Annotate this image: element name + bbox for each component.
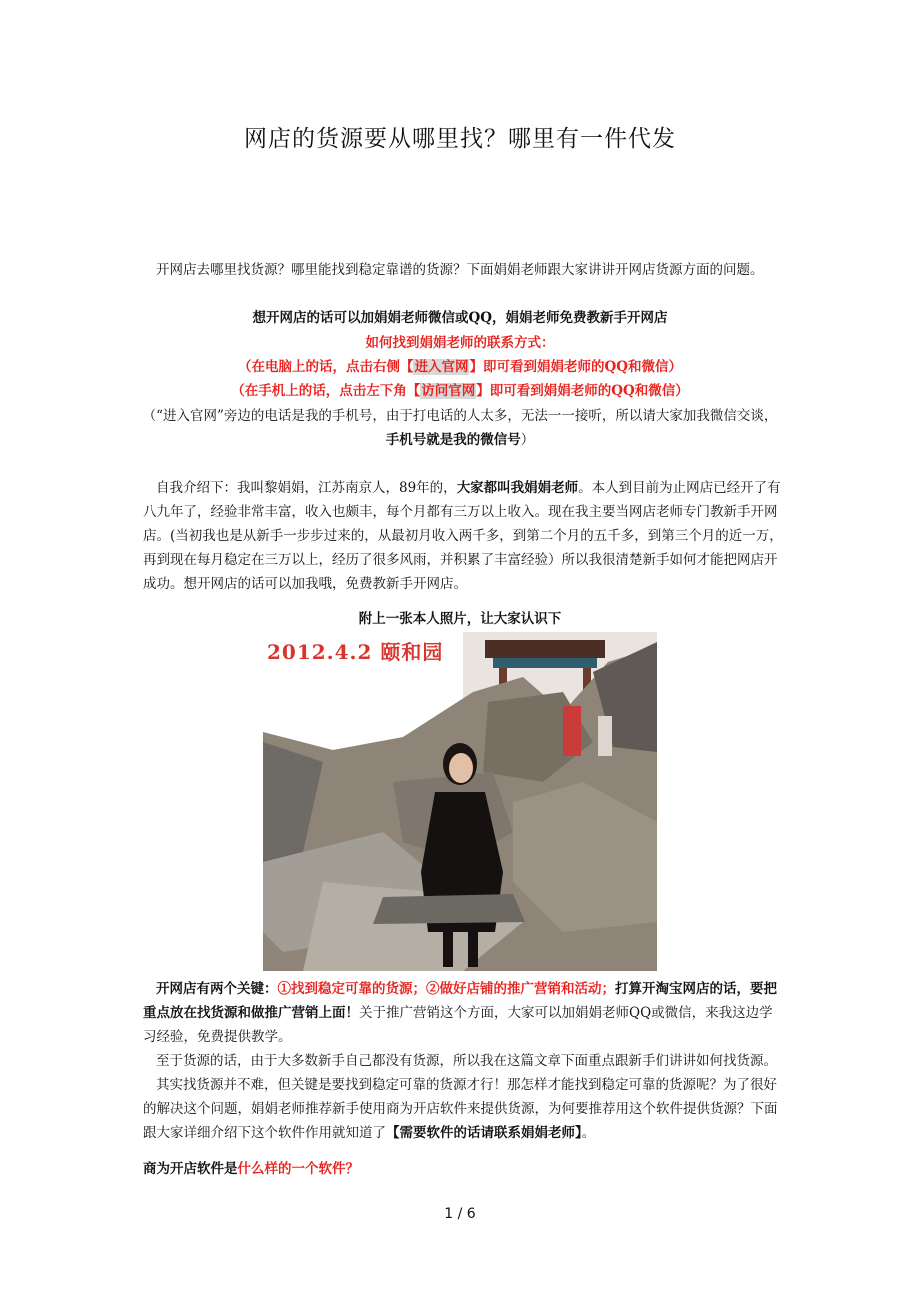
self-intro-text-a: 自我介绍下：我叫黎娟娟，江苏南京人，89年的， [156, 480, 457, 496]
contact-note-end: ） [520, 432, 535, 448]
software-paragraph [143, 1073, 783, 1145]
keys-paragraph [143, 977, 783, 1049]
keys-intro: 开网店有两个关键： [156, 981, 278, 997]
photo-date-stamp: 2012.4.2 颐和园 [267, 640, 444, 664]
contact-line-3-prefix: （在电脑上的话，点击右侧【 [237, 359, 414, 375]
intro-paragraph: 开网店去哪里找货源？哪里能找到稳定靠谱的货源？下面娟娟老师跟大家讲讲开网店货源方面的问题。 [156, 262, 764, 278]
contact-line-4-prefix: （在手机上的话，点击左下角【 [231, 383, 421, 399]
software-text-end: 。 [581, 1125, 596, 1141]
software-contact-bold: 【需要软件的话请联系娟娟老师】 [386, 1125, 582, 1141]
contact-line-4-suffix: 】即可看到娟娟老师的QQ和微信） [476, 383, 689, 399]
software-text: 其实找货源并不难，但关键是要找到稳定可靠的货源才行！那怎样才能找到稳定可靠的货源呢？为了很好的解决这个问题，娟娟老师推荐新手使用商为开店软件来提供货源，为何要推荐用这个软件提供货源？下面跟大家详细介绍下这个软件作用就知道了 [143, 1077, 778, 1141]
contact-line-3 [143, 355, 777, 379]
self-intro-text-b: 。本人到目前为止网店已经开了有八九年了，经验非常丰富，收入也颇丰，每个月都有三万以上收入。现在我主要当网店老师专门教新手开网店。(当初我也是从新手一步步过来的，从最初月收入两千多，到第二个月的五千多，到第三个月的近一万，再到现在每月稳定在三万以上，经历了很多风雨，并积累了丰富经验）所以我很清楚新手如何才能把网店开成功。想开网店的话可以加我哦，免费教新手开网店。 [143, 480, 783, 592]
keys-red-text: ①找到稳定可靠的货源；②做好店铺的推广营销和活动； [277, 981, 615, 997]
contact-line-2: 如何找到娟娟老师的联系方式： [365, 335, 555, 351]
document-title: 网店的货源要从哪里找？哪里有一件代发 [244, 126, 676, 152]
section-heading [143, 1157, 783, 1181]
contact-note-bold: 手机号就是我的微信号 [385, 432, 521, 448]
page-number: 1 / 6 [444, 1206, 476, 1222]
photo-caption: 附上一张本人照片，让大家认识下 [358, 611, 562, 627]
section-heading-text: 商为开店软件是 [143, 1161, 238, 1177]
keys-bold-text: 打算开淘宝网店的话，要把重点放在找货源和做推广营销上面！ [143, 981, 777, 1021]
keys-text-b: 关于推广营销这个方面，大家可以加娟娟老师QQ或微信，来我这边学习经验，免费提供教学。 [143, 1005, 773, 1045]
contact-line-4 [143, 379, 777, 403]
contact-note [138, 404, 782, 452]
source-paragraph: 至于货源的话，由于大多数新手自己都没有货源，所以我在这篇文章下面重点跟新手们讲讲如何找货源。 [156, 1053, 777, 1069]
author-photo-image [263, 632, 657, 971]
self-intro-paragraph [143, 476, 783, 596]
contact-line-3-suffix: 】即可看到娟娟老师的QQ和微信） [469, 359, 683, 375]
enter-website-link[interactable]: 进入官网 [414, 359, 469, 375]
self-intro-bold: 大家都叫我娟娟老师 [456, 480, 579, 496]
contact-line-1: 想开网店的话可以加娟娟老师微信或QQ，娟娟老师免费教新手开网店 [252, 310, 668, 326]
section-heading-red: 什么样的一个软件？ [237, 1161, 359, 1177]
contact-note-text: （“进入官网”旁边的电话是我的手机号，由于打电话的人太多，无法一一接听，所以请大家加我微信交谈， [142, 408, 778, 424]
author-photo [263, 632, 657, 971]
visit-website-link[interactable]: 访问官网 [421, 383, 476, 399]
